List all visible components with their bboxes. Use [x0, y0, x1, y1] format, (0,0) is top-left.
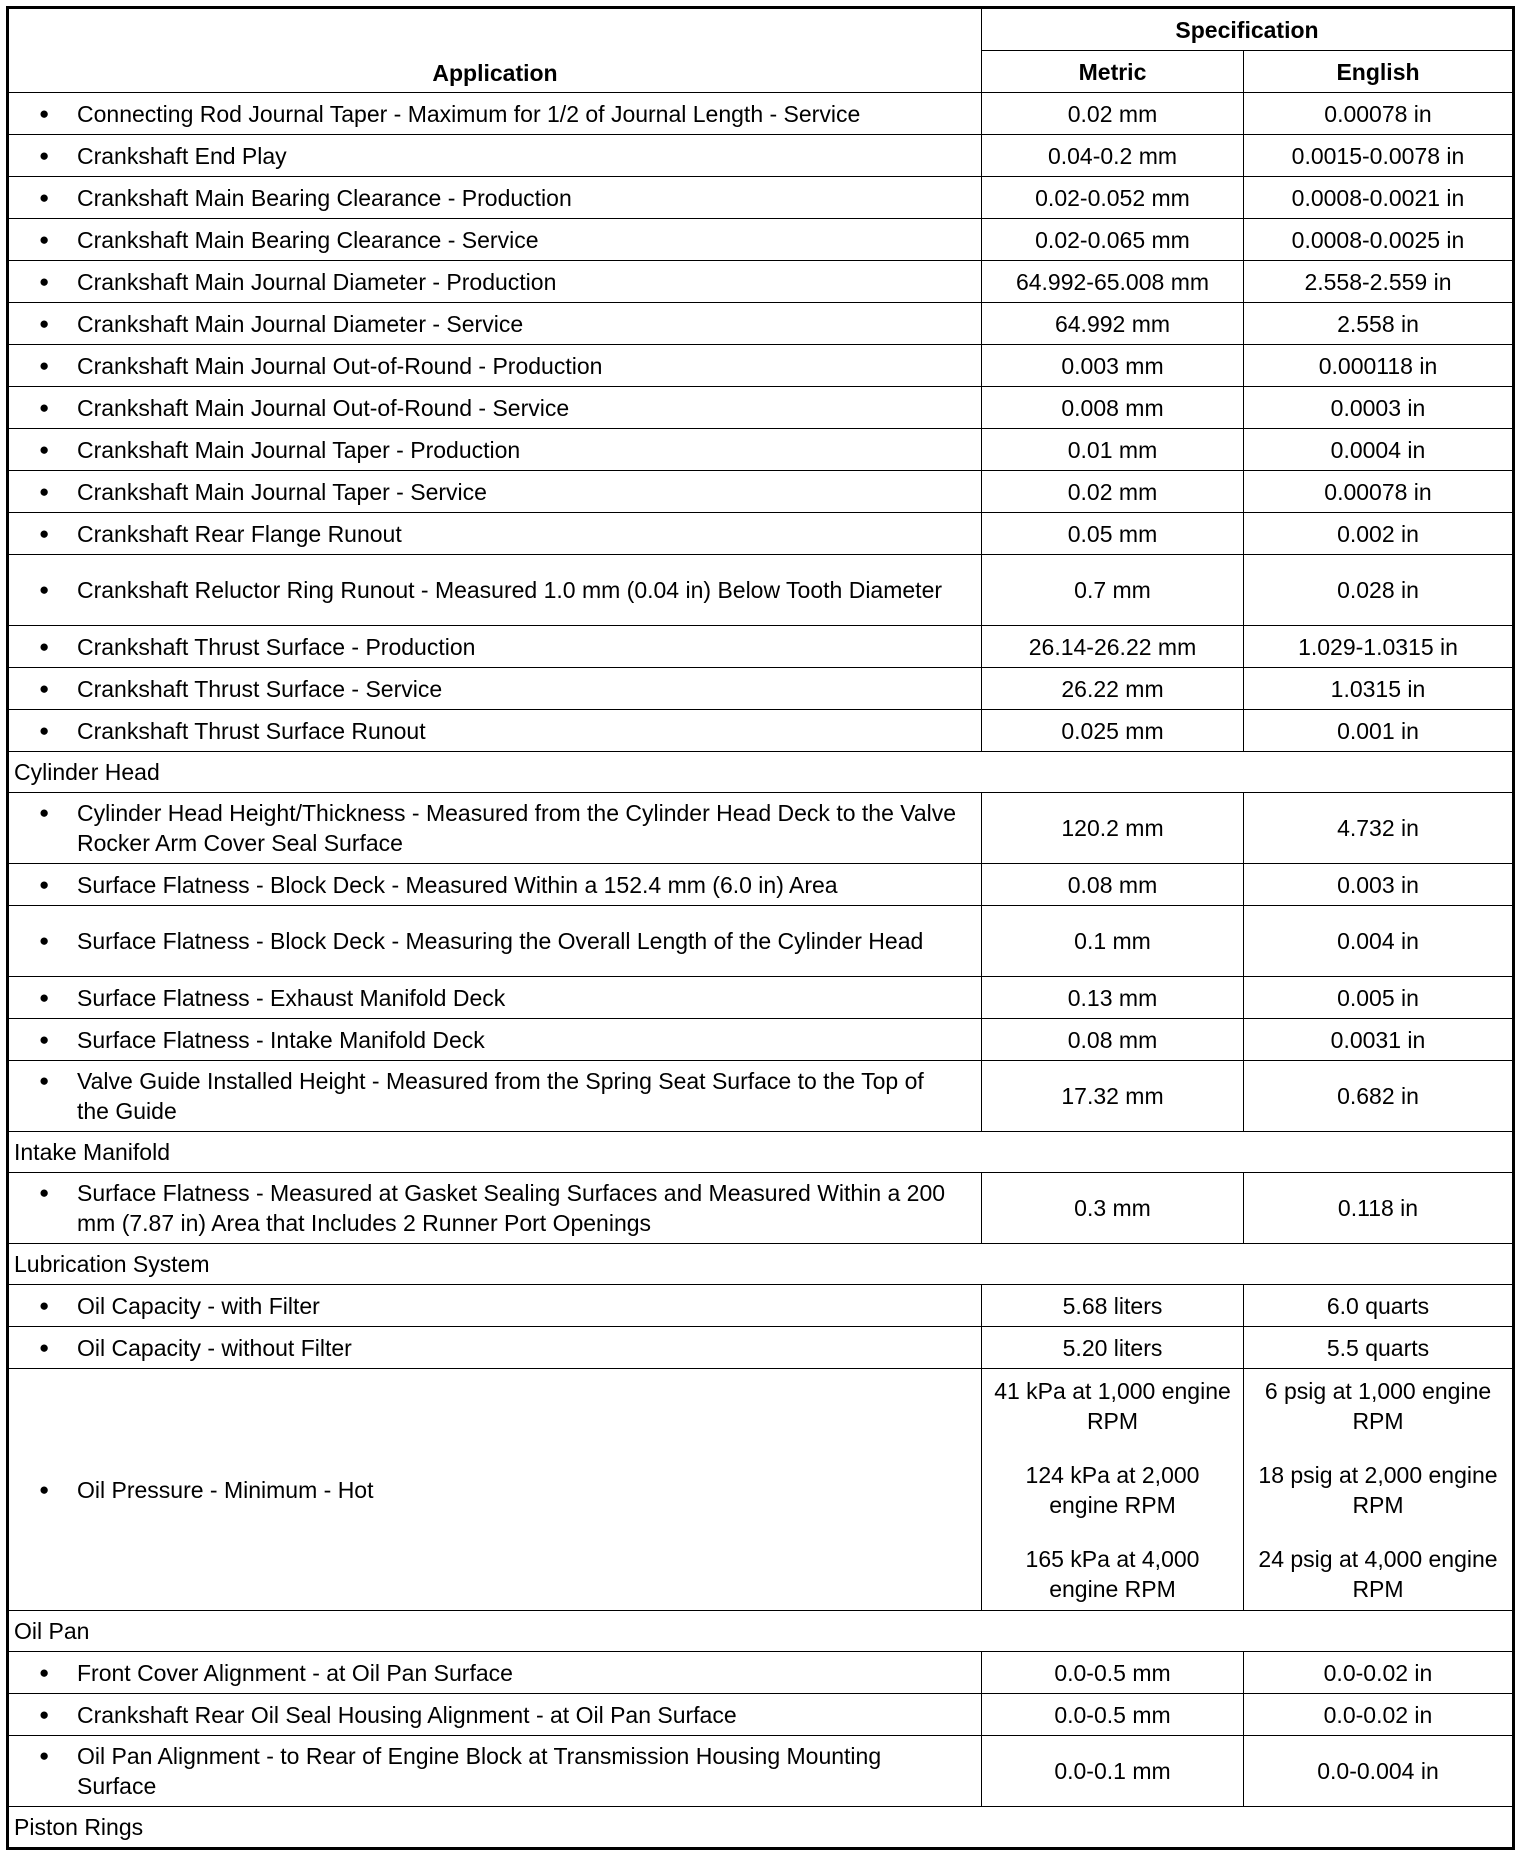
application-cell: [8, 303, 982, 345]
bullet-icon: ●: [39, 678, 50, 698]
metric-value-cell: [982, 387, 1244, 429]
table-row: [8, 1019, 1514, 1061]
metric-value: 0.0-0.5 mm: [1054, 1659, 1171, 1686]
bullet-icon: ●: [39, 481, 50, 501]
english-value-cell: [1244, 135, 1514, 177]
english-value: 2.558-2.559 in: [1304, 268, 1452, 295]
metric-value-cell: [982, 303, 1244, 345]
english-value: 0.0003 in: [1330, 394, 1426, 421]
metric-value: 0.3 mm: [1074, 1195, 1151, 1221]
table-row: [8, 710, 1514, 752]
application-text: Oil Pressure - Minimum - Hot: [77, 1476, 374, 1503]
application-cell: [8, 1173, 982, 1244]
application-cell: [8, 261, 982, 303]
table-row: [8, 906, 1514, 977]
metric-value-cell: [982, 1369, 1244, 1611]
section-row: [8, 1807, 1514, 1849]
metric-value: 5.68 liters: [1062, 1292, 1163, 1319]
english-value: 1.0315 in: [1330, 675, 1426, 702]
application-cell: [8, 1061, 982, 1132]
table-row: [8, 345, 1514, 387]
application-cell: [8, 177, 982, 219]
english-value: 0.000118 in: [1318, 352, 1438, 379]
section-row: [8, 1132, 1514, 1173]
english-value: 6.0 quarts: [1326, 1292, 1430, 1319]
section-heading: Lubrication System: [8, 1244, 1514, 1285]
bullet-icon: ●: [39, 1662, 50, 1682]
application-cell: [8, 1327, 982, 1369]
english-value: 0.118 in: [1337, 1195, 1419, 1221]
metric-value-cell: [982, 906, 1244, 977]
bullet-icon: ●: [39, 931, 50, 950]
application-text: Crankshaft Main Journal Taper - Service: [77, 478, 487, 505]
application-text: Surface Flatness - Block Deck - Measuring the Overall Length of the Cylinder Head: [77, 928, 924, 954]
english-header: English: [1244, 51, 1514, 93]
metric-value-cell: [982, 1285, 1244, 1327]
bullet-icon: ●: [39, 803, 50, 822]
application-cell: [8, 513, 982, 555]
metric-value-cell: [982, 471, 1244, 513]
application-cell: [8, 345, 982, 387]
english-value: 0.005 in: [1337, 984, 1419, 1011]
application-cell: [8, 793, 982, 864]
application-text: Crankshaft Thrust Surface - Service: [77, 675, 443, 702]
table-row: [8, 135, 1514, 177]
english-value-cell: [1244, 1285, 1514, 1327]
metric-value: 0.008 mm: [1061, 394, 1164, 421]
bullet-icon: ●: [39, 1295, 50, 1315]
english-value-cell: [1244, 710, 1514, 752]
application-cell: [8, 1694, 982, 1736]
application-text: Crankshaft Rear Flange Runout: [77, 520, 402, 547]
bullet-icon: ●: [39, 580, 50, 599]
english-value: 4.732 in: [1337, 815, 1419, 841]
english-value: 2.558 in: [1337, 310, 1419, 337]
english-value-cell: [1244, 1369, 1514, 1611]
metric-value: 5.20 liters: [1062, 1334, 1163, 1361]
table-row: [8, 555, 1514, 626]
metric-value: 0.13 mm: [1067, 984, 1158, 1011]
application-text: Crankshaft Main Journal Taper - Production: [77, 436, 521, 463]
english-value-cell: [1244, 303, 1514, 345]
english-value: 0.0008-0.0025 in: [1291, 226, 1465, 253]
english-value: 0.00078 in: [1324, 478, 1432, 505]
application-text: Crankshaft Rear Oil Seal Housing Alignment - at Oil Pan Surface: [77, 1701, 737, 1728]
table-row: [8, 471, 1514, 513]
metric-value: 0.0-0.5 mm: [1054, 1701, 1171, 1728]
metric-value-cell: [982, 668, 1244, 710]
section-row: [8, 1611, 1514, 1652]
metric-value-cell: [982, 977, 1244, 1019]
metric-value: 0.003 mm: [1061, 352, 1164, 379]
table-row: [8, 1652, 1514, 1694]
table-row: [8, 626, 1514, 668]
section-heading: Intake Manifold: [8, 1132, 1514, 1173]
metric-value: 0.05 mm: [1067, 520, 1158, 547]
metric-value-cell: [982, 555, 1244, 626]
bullet-icon: ●: [39, 1479, 50, 1499]
application-text: Surface Flatness - Intake Manifold Deck: [77, 1026, 485, 1053]
bullet-icon: ●: [39, 1746, 50, 1765]
metric-value-cell: [982, 345, 1244, 387]
bullet-icon: ●: [39, 355, 50, 375]
english-value-cell: [1244, 906, 1514, 977]
metric-value: 0.02-0.052 mm: [1035, 184, 1190, 211]
english-value-cell: [1244, 513, 1514, 555]
metric-value: 0.02 mm: [1067, 100, 1158, 127]
application-cell: [8, 429, 982, 471]
table-row: [8, 1327, 1514, 1369]
bullet-icon: ●: [39, 103, 50, 123]
application-text: Crankshaft Main Journal Out-of-Round - Service: [77, 394, 570, 421]
section-heading: Cylinder Head: [8, 752, 1514, 793]
table-row: [8, 303, 1514, 345]
metric-value-cell: [982, 1019, 1244, 1061]
metric-value: 120.2 mm: [1061, 815, 1164, 841]
bullet-icon: ●: [39, 229, 50, 249]
metric-value-cell: [982, 261, 1244, 303]
table-row: [8, 793, 1514, 864]
metric-value: 0.1 mm: [1074, 928, 1151, 954]
metric-value-cell: [982, 1061, 1244, 1132]
metric-value: 0.08 mm: [1067, 871, 1158, 898]
application-cell: [8, 1736, 982, 1807]
application-cell: [8, 93, 982, 135]
bullet-icon: ●: [39, 1704, 50, 1724]
metric-value: 17.32 mm: [1061, 1083, 1164, 1109]
application-text: Valve Guide Installed Height - Measured from the Spring Seat Surface to the Top of the Guide: [77, 1068, 924, 1124]
english-value-cell: [1244, 1173, 1514, 1244]
english-value-cell: [1244, 429, 1514, 471]
table-row: [8, 429, 1514, 471]
bullet-icon: ●: [39, 1029, 50, 1049]
english-value-cell: [1244, 1694, 1514, 1736]
metric-value: 0.01 mm: [1067, 436, 1158, 463]
application-cell: [8, 1369, 982, 1611]
application-cell: [8, 1652, 982, 1694]
table-row: [8, 513, 1514, 555]
table-row: [8, 1173, 1514, 1244]
application-text: Crankshaft Main Journal Out-of-Round - Production: [77, 352, 603, 379]
table-row: [8, 864, 1514, 906]
metric-value: 165 kPa at 4,000 engine RPM: [1025, 1545, 1200, 1602]
english-value-cell: [1244, 977, 1514, 1019]
application-text: Surface Flatness - Exhaust Manifold Deck: [77, 984, 506, 1011]
bullet-icon: ●: [39, 1071, 50, 1090]
metric-value-cell: [982, 93, 1244, 135]
specification-header: Specification: [982, 8, 1514, 51]
application-cell: [8, 710, 982, 752]
bullet-icon: ●: [39, 636, 50, 656]
application-cell: [8, 555, 982, 626]
metric-value: 26.22 mm: [1061, 675, 1164, 702]
english-value-cell: [1244, 471, 1514, 513]
metric-value-cell: [982, 429, 1244, 471]
english-value: 0.028 in: [1337, 577, 1419, 603]
english-value-cell: [1244, 1327, 1514, 1369]
application-cell: [8, 135, 982, 177]
bullet-icon: ●: [39, 439, 50, 459]
english-value-cell: [1244, 555, 1514, 626]
bullet-icon: ●: [39, 523, 50, 543]
section-heading: Piston Rings: [8, 1807, 1514, 1849]
english-value-cell: [1244, 1061, 1514, 1132]
english-value-cell: [1244, 345, 1514, 387]
section-row: [8, 1244, 1514, 1285]
metric-value-cell: [982, 219, 1244, 261]
metric-value-cell: [982, 1652, 1244, 1694]
english-value: 0.002 in: [1337, 520, 1419, 547]
metric-value-cell: [982, 513, 1244, 555]
metric-value: 26.14-26.22 mm: [1028, 633, 1197, 660]
table-row: [8, 219, 1514, 261]
english-value: 0.004 in: [1337, 928, 1419, 954]
application-cell: [8, 977, 982, 1019]
english-value-cell: [1244, 668, 1514, 710]
english-value: 18 psig at 2,000 engine RPM: [1258, 1461, 1498, 1518]
table-row: [8, 93, 1514, 135]
table-row: [8, 1694, 1514, 1736]
english-value: 0.00078 in: [1324, 100, 1432, 127]
application-cell: [8, 1285, 982, 1327]
specification-table: [6, 6, 1515, 1850]
english-value: 0.0015-0.0078 in: [1291, 142, 1465, 169]
application-text: Front Cover Alignment - at Oil Pan Surface: [77, 1659, 513, 1686]
metric-header: Metric: [982, 51, 1244, 93]
table-row: [8, 387, 1514, 429]
table-row: [8, 261, 1514, 303]
metric-value: 0.025 mm: [1061, 717, 1164, 744]
application-text: Crankshaft Main Bearing Clearance - Service: [77, 226, 539, 253]
metric-value-cell: [982, 710, 1244, 752]
english-value: 0.003 in: [1337, 871, 1419, 898]
table-row: [8, 1369, 1514, 1611]
application-text: Crankshaft Main Journal Diameter - Service: [77, 310, 524, 337]
english-value: 24 psig at 4,000 engine RPM: [1258, 1545, 1498, 1602]
table-row: [8, 1736, 1514, 1807]
metric-value: 0.02-0.065 mm: [1035, 226, 1190, 253]
english-value-cell: [1244, 793, 1514, 864]
english-value: 5.5 quarts: [1326, 1334, 1430, 1361]
metric-value-cell: [982, 177, 1244, 219]
table-row: [8, 177, 1514, 219]
metric-value: 124 kPa at 2,000 engine RPM: [1025, 1461, 1200, 1518]
metric-value-cell: [982, 864, 1244, 906]
metric-value-cell: [982, 1173, 1244, 1244]
table-row: [8, 1285, 1514, 1327]
english-value: 0.001 in: [1337, 717, 1419, 744]
application-text: Crankshaft Thrust Surface Runout: [77, 717, 426, 744]
application-cell: [8, 387, 982, 429]
metric-value-cell: [982, 1694, 1244, 1736]
metric-value: 0.7 mm: [1074, 577, 1151, 603]
english-value-cell: [1244, 93, 1514, 135]
metric-value-cell: [982, 793, 1244, 864]
bullet-icon: ●: [39, 271, 50, 291]
english-value-cell: [1244, 1019, 1514, 1061]
application-cell: [8, 864, 982, 906]
bullet-icon: ●: [39, 874, 50, 894]
bullet-icon: ●: [39, 987, 50, 1007]
bullet-icon: ●: [39, 313, 50, 333]
english-value: 6 psig at 1,000 engine RPM: [1264, 1377, 1492, 1434]
english-value-cell: [1244, 864, 1514, 906]
application-text: Oil Pan Alignment - to Rear of Engine Block at Transmission Housing Mounting Surface: [77, 1743, 882, 1799]
metric-value: 64.992 mm: [1054, 310, 1171, 337]
english-value-cell: [1244, 219, 1514, 261]
application-text: Connecting Rod Journal Taper - Maximum for 1/2 of Journal Length - Service: [77, 100, 861, 127]
application-text: Oil Capacity - without Filter: [77, 1334, 352, 1361]
english-value-cell: [1244, 626, 1514, 668]
metric-value-cell: [982, 135, 1244, 177]
english-value-cell: [1244, 1736, 1514, 1807]
bullet-icon: ●: [39, 187, 50, 207]
english-value-cell: [1244, 387, 1514, 429]
application-text: Cylinder Head Height/Thickness - Measured from the Cylinder Head Deck to the Valve Rocker Arm Cover Seal Surface: [77, 800, 957, 856]
english-value: 0.0-0.02 in: [1323, 1659, 1433, 1686]
english-value-cell: [1244, 177, 1514, 219]
english-value-cell: [1244, 1652, 1514, 1694]
metric-value-cell: [982, 626, 1244, 668]
english-value: 0.0004 in: [1330, 436, 1426, 463]
application-cell: [8, 626, 982, 668]
metric-value: 0.08 mm: [1067, 1026, 1158, 1053]
application-header: Application: [8, 8, 982, 93]
table-row: [8, 977, 1514, 1019]
english-value: 0.0031 in: [1330, 1026, 1426, 1053]
section-row: [8, 752, 1514, 793]
metric-value-cell: [982, 1327, 1244, 1369]
application-cell: [8, 1019, 982, 1061]
bullet-icon: ●: [39, 145, 50, 165]
application-text: Crankshaft Reluctor Ring Runout - Measured 1.0 mm (0.04 in) Below Tooth Diameter: [77, 577, 943, 603]
metric-value-cell: [982, 1736, 1244, 1807]
application-text: Crankshaft End Play: [77, 142, 287, 169]
application-cell: [8, 906, 982, 977]
section-heading: Oil Pan: [8, 1611, 1514, 1652]
bullet-icon: ●: [39, 1183, 50, 1202]
metric-value: 0.02 mm: [1067, 478, 1158, 505]
english-value: 0.0-0.02 in: [1323, 1701, 1433, 1728]
application-text: Oil Capacity - with Filter: [77, 1292, 320, 1319]
english-value: 1.029-1.0315 in: [1298, 633, 1458, 660]
application-cell: [8, 219, 982, 261]
english-value: 0.682 in: [1337, 1083, 1419, 1109]
bullet-icon: ●: [39, 1337, 50, 1357]
application-text: Surface Flatness - Block Deck - Measured Within a 152.4 mm (6.0 in) Area: [77, 871, 838, 898]
metric-value: 0.04-0.2 mm: [1047, 142, 1178, 169]
english-value: 0.0-0.004 in: [1317, 1758, 1439, 1784]
application-text: Crankshaft Main Journal Diameter - Production: [77, 268, 557, 295]
application-text: Crankshaft Main Bearing Clearance - Production: [77, 184, 572, 211]
english-value-cell: [1244, 261, 1514, 303]
bullet-icon: ●: [39, 397, 50, 417]
application-text: Surface Flatness - Measured at Gasket Sealing Surfaces and Measured Within a 200 mm (7.87 in) Area that Includes 2 Runner Port Openings: [77, 1180, 946, 1236]
metric-value: 0.0-0.1 mm: [1054, 1758, 1171, 1784]
bullet-icon: ●: [39, 720, 50, 740]
application-cell: [8, 471, 982, 513]
table-row: [8, 668, 1514, 710]
table-row: [8, 1061, 1514, 1132]
application-text: Crankshaft Thrust Surface - Production: [77, 633, 476, 660]
metric-value: 41 kPa at 1,000 engine RPM: [994, 1377, 1231, 1434]
metric-value: 64.992-65.008 mm: [1015, 268, 1210, 295]
english-value: 0.0008-0.0021 in: [1291, 184, 1465, 211]
application-cell: [8, 668, 982, 710]
